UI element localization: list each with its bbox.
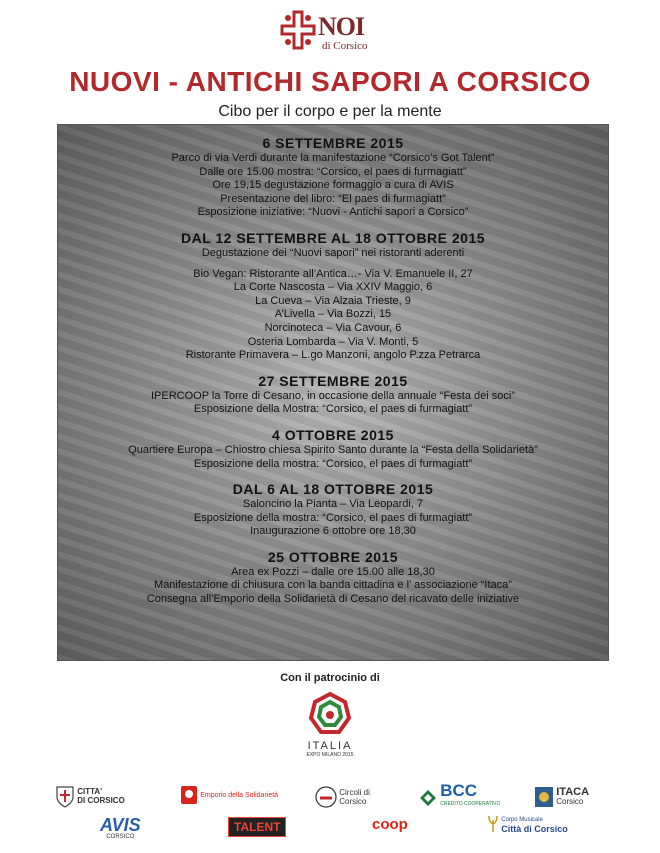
- music-lyre-icon: [487, 814, 499, 834]
- expo-word: ITALIA: [307, 740, 353, 752]
- event-line: Ore 19,15 degustazione formaggio a cura di AVIS: [212, 179, 454, 192]
- coat-of-arms-icon: [55, 784, 75, 808]
- event-4: [58, 427, 608, 471]
- logo-text: NOI: [318, 12, 365, 41]
- sponsor-emporio: [180, 784, 278, 806]
- restaurant-item: A’Livella – Via Bozzi, 15: [274, 308, 392, 321]
- expo-subtext: EXPO MILANO 2015: [306, 752, 354, 758]
- sponsor-citta-corsico: [55, 784, 125, 808]
- noi-di-corsico-logo: [278, 8, 388, 56]
- event-line: Inaugurazione 6 ottobre ore 18,30: [250, 525, 416, 538]
- event-line: Saloncino la Pianta – Via Leopardi, 7: [242, 498, 424, 511]
- sponsor-text: CORSICO: [106, 834, 135, 840]
- event-line: Manifestazione di chiusura con la banda cittadina e l’ associazione “Itaca”: [154, 579, 512, 592]
- restaurant-item: La Corte Nascosta – Via XXIV Maggio, 6: [233, 281, 433, 294]
- sponsor-text: BCC: [440, 781, 478, 800]
- logo-subtext: di Corsico: [322, 40, 368, 52]
- sponsor-circoli: [315, 786, 370, 808]
- event-line: Esposizione iniziative: “Nuovi - Antichi sapori a Corsico”: [197, 206, 469, 219]
- event-line: IPERCOOP la Torre di Cesano, in occasione della annuale “Festa dei soci”: [150, 389, 515, 402]
- event-date: 4 OTTOBRE 2015: [272, 426, 394, 443]
- event-line: Consegna all’Emporio della Solidarietà di Cesano del ricavato delle iniziative: [146, 593, 520, 606]
- event-line: Presentazione del libro: “El paes di furmagiatt”: [220, 192, 446, 205]
- event-date: 25 OTTOBRE 2015: [267, 548, 399, 565]
- event-line: Esposizione della Mostra: “Corsico, el paes di furmagiatt”: [193, 403, 473, 416]
- event-line: Degustazione dei “Nuovi sapori” nei ristoranti aderenti: [201, 246, 465, 259]
- sponsor-text: CREDITO COOPERATIVO: [440, 801, 501, 807]
- restaurant-item: La Cueva – Via Alzaia Trieste, 9: [255, 294, 411, 307]
- page-title: NUOVI - ANTICHI SAPORI A CORSICO: [69, 66, 591, 97]
- sponsor-text: TALENT: [228, 817, 286, 837]
- expo-emblem-icon: [305, 690, 355, 736]
- event-6: [58, 549, 608, 607]
- event-date: DAL 12 SETTEMBRE AL 18 OTTOBRE 2015: [180, 229, 486, 246]
- sponsor-corpo-musicale: [487, 814, 568, 834]
- bcc-icon: [418, 788, 438, 808]
- sponsor-text: Corpo Musicale: [501, 817, 543, 823]
- event-line: Quartiere Europa – Chiostro chiesa Spirito Santo durante la “Festa della Solidarietà”: [128, 443, 538, 456]
- sponsor-text: Corsico: [556, 797, 584, 806]
- event-date: 6 SETTEMBRE 2015: [262, 135, 404, 151]
- sponsor-text: Città di Corsico: [501, 824, 568, 834]
- program-panel: [57, 124, 609, 661]
- sponsor-bcc: [418, 781, 501, 809]
- sponsor-text: Corsico: [339, 797, 367, 806]
- event-line: Area ex Pozzi – dalle ore 15.00 alle 18,30: [231, 565, 435, 578]
- sponsor-text: CITTA': [77, 787, 103, 796]
- expo-italia-logo: [297, 690, 363, 770]
- patronage-label: Con il patrocinio di: [280, 672, 380, 684]
- sponsor-text: DI CORSICO: [77, 796, 125, 805]
- sponsor-text: coop: [372, 816, 408, 833]
- restaurant-item: Ristorante Primavera – L.go Manzoni, angolo P.zza Petrarca: [185, 349, 481, 362]
- circoli-badge-icon: [315, 786, 337, 808]
- sponsor-text: ITACA: [556, 786, 590, 798]
- restaurant-item: Osteria Lombarda – Via V. Monti, 5: [247, 335, 419, 348]
- itaca-icon: [534, 786, 554, 808]
- sponsor-got-talent: [228, 817, 286, 837]
- event-1: [58, 135, 608, 220]
- event-date: DAL 6 AL 18 OTTOBRE 2015: [232, 481, 434, 498]
- event-line: Dalle ore 15.00 mostra: “Corsico, el paes di furmagiatt”: [199, 165, 467, 178]
- restaurant-item: Norcinoteca – Via Cavour, 6: [264, 321, 402, 334]
- event-5: [58, 481, 608, 539]
- event-line: Parco di via Verdi durante la manifestazione “Corsico’s Got Talent”: [171, 152, 495, 164]
- sponsor-text: Emporio della Solidarietà: [200, 791, 279, 799]
- sponsor-text: AVIS: [100, 815, 141, 835]
- sponsor-text: Circoli di: [339, 788, 370, 797]
- sponsor-avis: [100, 816, 141, 841]
- event-line: Esposizione della mostra: “Corsico, el paes di furmagiatt”: [193, 511, 473, 524]
- event-3: [58, 373, 608, 417]
- emporio-icon: [180, 784, 198, 806]
- sponsor-coop: [372, 816, 408, 833]
- event-date: 27 SETTEMBRE 2015: [258, 372, 408, 389]
- event-line: Esposizione della mostra: “Corsico, el paes di furmagiatt”: [193, 457, 473, 470]
- event-2: [58, 230, 608, 363]
- page-subtitle: Cibo per il corpo e per la mente: [218, 103, 442, 120]
- event-list: [58, 125, 608, 607]
- cross-emblem-icon: [280, 10, 316, 50]
- sponsor-itaca: [534, 786, 589, 808]
- restaurant-item: Bio Vegan: Ristorante all’Antica…- Via V. Emanuele II, 27: [193, 267, 473, 280]
